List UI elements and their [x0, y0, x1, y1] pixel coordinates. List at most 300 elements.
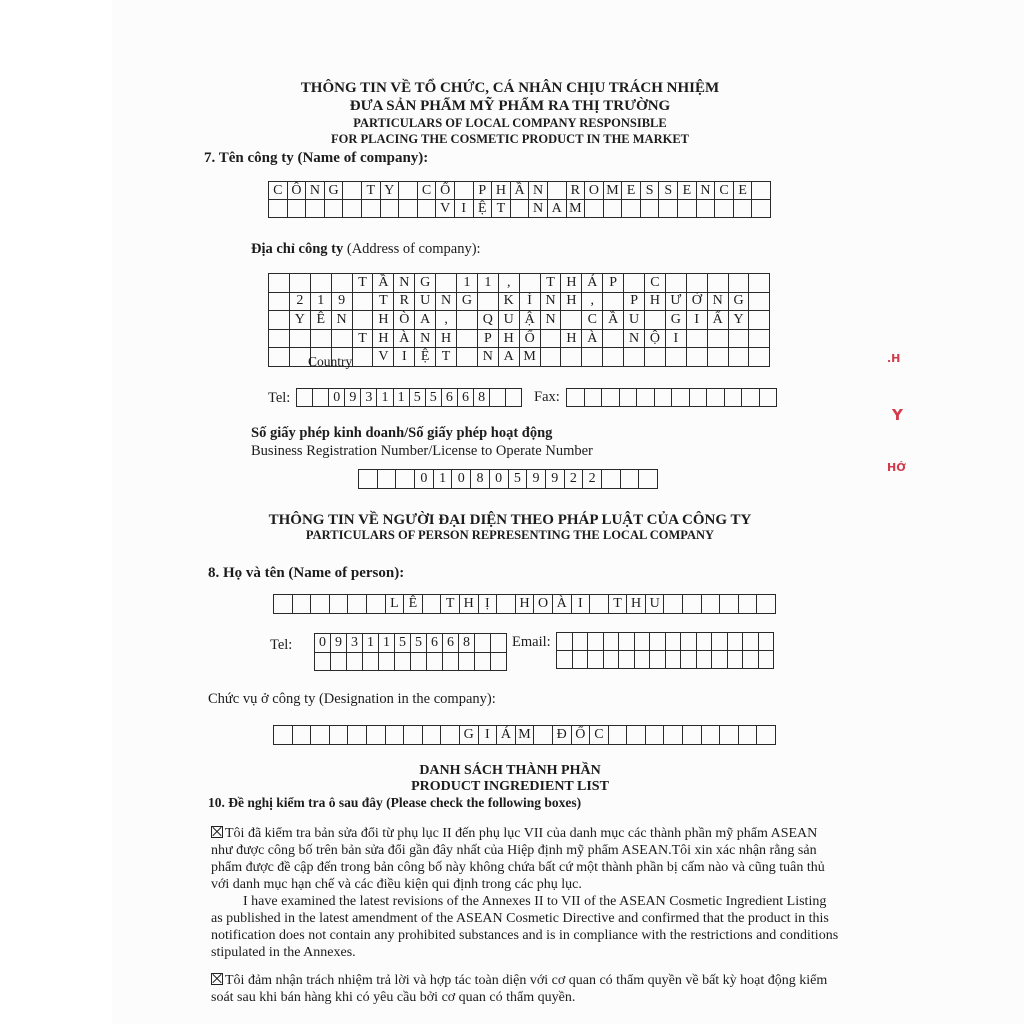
form-cell[interactable] — [708, 330, 729, 349]
form-cell[interactable]: , — [582, 293, 603, 312]
form-cell[interactable] — [311, 726, 330, 745]
form-cell[interactable] — [534, 726, 553, 745]
form-cell[interactable] — [645, 348, 666, 367]
form-cell[interactable]: 6 — [458, 389, 474, 407]
form-cell[interactable] — [359, 470, 378, 489]
form-cell[interactable] — [561, 311, 582, 330]
form-cell[interactable] — [274, 726, 293, 745]
form-cell[interactable] — [729, 274, 750, 293]
form-cell[interactable]: G — [460, 726, 479, 745]
form-cell[interactable] — [381, 200, 400, 218]
form-cell[interactable] — [399, 200, 418, 218]
form-cell[interactable]: S — [659, 182, 678, 200]
form-cell[interactable]: H — [561, 274, 582, 293]
form-cell[interactable] — [520, 274, 541, 293]
form-cell[interactable] — [646, 726, 665, 745]
form-cell[interactable]: Ư — [666, 293, 687, 312]
form-cell[interactable]: Y — [381, 182, 400, 200]
form-cell[interactable] — [511, 200, 530, 218]
form-cell[interactable]: Ô — [288, 182, 307, 200]
form-cell[interactable]: G — [415, 274, 436, 293]
form-cell[interactable] — [728, 651, 744, 669]
form-cell[interactable]: H — [645, 293, 666, 312]
form-cell[interactable] — [749, 293, 770, 312]
form-cell[interactable] — [720, 726, 739, 745]
form-cell[interactable] — [603, 330, 624, 349]
form-cell[interactable]: 5 — [426, 389, 442, 407]
form-cell[interactable] — [311, 274, 332, 293]
form-cell[interactable] — [590, 595, 609, 614]
form-cell[interactable]: Ậ — [520, 311, 541, 330]
form-cell[interactable]: E — [734, 182, 753, 200]
form-cell[interactable] — [573, 633, 589, 651]
form-cell[interactable]: 2 — [583, 470, 602, 489]
form-cell[interactable]: E — [622, 182, 641, 200]
form-cell[interactable] — [604, 200, 623, 218]
form-cell[interactable] — [603, 348, 624, 367]
form-cell[interactable] — [609, 726, 628, 745]
form-cell[interactable]: 0 — [452, 470, 471, 489]
form-cell[interactable] — [585, 200, 604, 218]
form-cell[interactable] — [541, 330, 562, 349]
form-cell[interactable]: Ờ — [687, 293, 708, 312]
form-cell[interactable]: Y — [290, 311, 311, 330]
form-cell[interactable] — [290, 274, 311, 293]
form-cell[interactable]: Ầ — [511, 182, 530, 200]
form-cell[interactable] — [687, 348, 708, 367]
form-cell[interactable]: P — [478, 330, 499, 349]
form-cell[interactable]: C — [715, 182, 734, 200]
form-cell[interactable] — [687, 274, 708, 293]
form-cell[interactable] — [728, 633, 744, 651]
form-cell[interactable] — [734, 200, 753, 218]
form-cell[interactable] — [567, 389, 585, 407]
form-cell[interactable] — [659, 200, 678, 218]
form-cell[interactable] — [325, 200, 344, 218]
form-cell[interactable]: T — [541, 274, 562, 293]
form-cell[interactable]: 5 — [410, 389, 426, 407]
form-cell[interactable] — [624, 348, 645, 367]
form-cell[interactable] — [602, 470, 621, 489]
form-cell[interactable] — [367, 726, 386, 745]
form-cell[interactable] — [293, 726, 312, 745]
form-cell[interactable]: Ộ — [645, 330, 666, 349]
form-cell[interactable] — [749, 311, 770, 330]
form-cell[interactable] — [541, 348, 562, 367]
form-cell[interactable] — [697, 200, 716, 218]
form-cell[interactable]: Ệ — [415, 348, 436, 367]
form-cell[interactable]: E — [678, 182, 697, 200]
form-cell[interactable] — [743, 633, 759, 651]
form-cell[interactable] — [332, 330, 353, 349]
form-cell[interactable] — [707, 389, 725, 407]
form-cell[interactable] — [561, 348, 582, 367]
form-cell[interactable]: N — [306, 182, 325, 200]
form-cell[interactable] — [752, 200, 771, 218]
form-cell[interactable] — [347, 653, 363, 672]
form-cell[interactable] — [683, 726, 702, 745]
form-cell[interactable] — [759, 651, 775, 669]
form-cell[interactable]: 3 — [347, 634, 363, 653]
form-cell[interactable] — [331, 653, 347, 672]
form-cell[interactable]: M — [567, 200, 586, 218]
form-cell[interactable]: O — [585, 182, 604, 200]
form-cell[interactable] — [293, 595, 312, 614]
form-cell[interactable] — [739, 595, 758, 614]
form-cell[interactable] — [757, 726, 776, 745]
form-cell[interactable] — [497, 595, 516, 614]
form-cell[interactable]: A — [499, 348, 520, 367]
form-cell[interactable] — [269, 274, 290, 293]
form-cell[interactable] — [418, 200, 437, 218]
form-cell[interactable]: N — [708, 293, 729, 312]
form-cell[interactable]: I — [394, 348, 415, 367]
form-cell[interactable] — [288, 200, 307, 218]
form-cell[interactable] — [655, 389, 673, 407]
form-cell[interactable]: A — [415, 311, 436, 330]
form-cell[interactable]: C — [645, 274, 666, 293]
form-cell[interactable]: À — [553, 595, 572, 614]
form-cell[interactable]: 3 — [361, 389, 377, 407]
form-cell[interactable] — [697, 633, 713, 651]
form-cell[interactable] — [348, 595, 367, 614]
form-cell[interactable] — [269, 293, 290, 312]
form-cell[interactable]: 6 — [442, 389, 458, 407]
form-cell[interactable] — [348, 726, 367, 745]
form-cell[interactable]: G — [666, 311, 687, 330]
form-cell[interactable] — [681, 633, 697, 651]
form-cell[interactable] — [620, 389, 638, 407]
form-cell[interactable] — [683, 595, 702, 614]
form-cell[interactable] — [490, 389, 506, 407]
form-cell[interactable]: G — [457, 293, 478, 312]
form-cell[interactable]: S — [641, 182, 660, 200]
form-cell[interactable]: Í — [520, 293, 541, 312]
form-cell[interactable]: R — [567, 182, 586, 200]
form-cell[interactable] — [548, 182, 567, 200]
form-cell[interactable] — [729, 348, 750, 367]
form-cell[interactable] — [423, 595, 442, 614]
form-cell[interactable] — [404, 726, 423, 745]
form-cell[interactable] — [712, 633, 728, 651]
form-cell[interactable]: T — [492, 200, 511, 218]
form-cell[interactable] — [752, 182, 771, 200]
form-cell[interactable]: Á — [497, 726, 516, 745]
form-cell[interactable] — [399, 182, 418, 200]
form-cell[interactable]: Ấ — [708, 311, 729, 330]
form-cell[interactable] — [582, 348, 603, 367]
form-cell[interactable] — [353, 311, 374, 330]
form-cell[interactable] — [681, 651, 697, 669]
form-cell[interactable] — [297, 389, 313, 407]
form-cell[interactable]: 1 — [478, 274, 499, 293]
form-cell[interactable]: Ầ — [373, 274, 394, 293]
form-cell[interactable]: N — [478, 348, 499, 367]
form-cell[interactable]: 1 — [379, 634, 395, 653]
form-cell[interactable]: 0 — [315, 634, 331, 653]
form-cell[interactable]: 9 — [527, 470, 546, 489]
form-cell[interactable]: T — [436, 348, 457, 367]
form-cell[interactable]: 5 — [395, 634, 411, 653]
form-cell[interactable] — [619, 633, 635, 651]
form-cell[interactable] — [491, 634, 507, 653]
form-cell[interactable]: I — [455, 200, 474, 218]
form-cell[interactable]: À — [394, 330, 415, 349]
form-cell[interactable]: H — [561, 330, 582, 349]
form-cell[interactable] — [475, 634, 491, 653]
form-cell[interactable] — [749, 274, 770, 293]
form-cell[interactable]: À — [582, 330, 603, 349]
form-cell[interactable] — [315, 653, 331, 672]
form-cell[interactable] — [759, 633, 775, 651]
form-cell[interactable]: , — [436, 311, 457, 330]
form-cell[interactable]: N — [332, 311, 353, 330]
form-cell[interactable]: N — [394, 274, 415, 293]
form-cell[interactable] — [687, 330, 708, 349]
form-cell[interactable]: I — [666, 330, 687, 349]
form-cell[interactable]: Ê — [311, 311, 332, 330]
form-cell[interactable] — [666, 274, 687, 293]
form-cell[interactable] — [742, 389, 760, 407]
form-cell[interactable] — [353, 293, 374, 312]
form-cell[interactable] — [757, 595, 776, 614]
form-cell[interactable]: H — [561, 293, 582, 312]
form-cell[interactable] — [441, 726, 460, 745]
form-cell[interactable] — [641, 200, 660, 218]
form-cell[interactable]: N — [624, 330, 645, 349]
form-cell[interactable]: 1 — [394, 389, 410, 407]
form-cell[interactable] — [627, 726, 646, 745]
form-cell[interactable]: L — [386, 595, 405, 614]
form-cell[interactable] — [650, 633, 666, 651]
form-cell[interactable]: P — [474, 182, 493, 200]
form-cell[interactable]: 1 — [434, 470, 453, 489]
form-cell[interactable]: C — [590, 726, 609, 745]
form-cell[interactable]: V — [436, 200, 455, 218]
form-cell[interactable] — [478, 293, 499, 312]
form-cell[interactable] — [697, 651, 713, 669]
form-cell[interactable] — [672, 389, 690, 407]
form-cell[interactable]: P — [624, 293, 645, 312]
form-cell[interactable] — [604, 651, 620, 669]
form-cell[interactable] — [622, 200, 641, 218]
form-cell[interactable] — [313, 389, 329, 407]
form-cell[interactable]: G — [729, 293, 750, 312]
form-cell[interactable] — [423, 726, 442, 745]
form-cell[interactable]: Ị — [479, 595, 498, 614]
form-cell[interactable] — [269, 311, 290, 330]
form-cell[interactable] — [666, 348, 687, 367]
form-cell[interactable]: N — [529, 200, 548, 218]
form-cell[interactable]: H — [436, 330, 457, 349]
form-cell[interactable]: , — [499, 274, 520, 293]
form-cell[interactable]: H — [627, 595, 646, 614]
form-cell[interactable] — [666, 651, 682, 669]
form-cell[interactable]: 9 — [332, 293, 353, 312]
form-cell[interactable] — [362, 200, 381, 218]
form-cell[interactable] — [290, 330, 311, 349]
form-cell[interactable]: H — [373, 311, 394, 330]
form-cell[interactable]: 5 — [411, 634, 427, 653]
form-cell[interactable] — [702, 595, 721, 614]
form-cell[interactable] — [491, 653, 507, 672]
form-cell[interactable]: T — [441, 595, 460, 614]
form-cell[interactable] — [624, 274, 645, 293]
form-cell[interactable] — [306, 200, 325, 218]
form-cell[interactable] — [367, 595, 386, 614]
form-cell[interactable]: C — [418, 182, 437, 200]
form-cell[interactable]: C — [582, 311, 603, 330]
form-cell[interactable]: Ầ — [603, 311, 624, 330]
form-cell[interactable] — [459, 653, 475, 672]
form-cell[interactable]: O — [534, 595, 553, 614]
form-cell[interactable]: H — [516, 595, 535, 614]
form-cell[interactable] — [749, 330, 770, 349]
form-cell[interactable] — [386, 726, 405, 745]
form-cell[interactable] — [619, 651, 635, 669]
form-cell[interactable]: U — [646, 595, 665, 614]
form-cell[interactable] — [269, 348, 290, 367]
form-cell[interactable]: U — [499, 311, 520, 330]
form-cell[interactable] — [739, 726, 758, 745]
form-cell[interactable] — [396, 470, 415, 489]
form-cell[interactable]: 6 — [427, 634, 443, 653]
form-cell[interactable]: V — [373, 348, 394, 367]
form-cell[interactable] — [311, 330, 332, 349]
form-cell[interactable] — [604, 633, 620, 651]
form-cell[interactable] — [269, 330, 290, 349]
form-cell[interactable]: N — [415, 330, 436, 349]
form-cell[interactable]: 8 — [474, 389, 490, 407]
form-cell[interactable] — [729, 330, 750, 349]
form-cell[interactable]: T — [353, 274, 374, 293]
form-cell[interactable] — [690, 389, 708, 407]
form-cell[interactable]: Đ — [553, 726, 572, 745]
form-cell[interactable] — [457, 330, 478, 349]
form-cell[interactable]: T — [373, 293, 394, 312]
form-cell[interactable]: H — [499, 330, 520, 349]
form-cell[interactable]: 1 — [457, 274, 478, 293]
form-cell[interactable] — [708, 274, 729, 293]
form-cell[interactable]: Ổ — [436, 182, 455, 200]
form-cell[interactable] — [343, 182, 362, 200]
form-cell[interactable]: Ê — [404, 595, 423, 614]
form-cell[interactable]: I — [479, 726, 498, 745]
form-cell[interactable] — [436, 274, 457, 293]
form-cell[interactable] — [708, 348, 729, 367]
form-cell[interactable] — [760, 389, 778, 407]
form-cell[interactable] — [602, 389, 620, 407]
form-cell[interactable] — [506, 389, 522, 407]
form-cell[interactable]: H — [373, 330, 394, 349]
form-cell[interactable] — [457, 311, 478, 330]
form-cell[interactable] — [557, 651, 573, 669]
form-cell[interactable]: P — [603, 274, 624, 293]
form-cell[interactable]: T — [362, 182, 381, 200]
form-cell[interactable]: 8 — [459, 634, 475, 653]
form-cell[interactable]: Ò — [394, 311, 415, 330]
form-cell[interactable] — [635, 633, 651, 651]
form-cell[interactable] — [573, 651, 589, 669]
form-cell[interactable] — [725, 389, 743, 407]
form-cell[interactable] — [650, 651, 666, 669]
form-cell[interactable]: H — [460, 595, 479, 614]
form-cell[interactable] — [603, 293, 624, 312]
form-cell[interactable] — [330, 595, 349, 614]
form-cell[interactable]: T — [609, 595, 628, 614]
form-cell[interactable] — [557, 633, 573, 651]
form-cell[interactable] — [378, 470, 397, 489]
form-cell[interactable] — [395, 653, 411, 672]
form-cell[interactable] — [678, 200, 697, 218]
form-cell[interactable]: N — [541, 293, 562, 312]
form-cell[interactable] — [274, 595, 293, 614]
form-cell[interactable] — [666, 633, 682, 651]
form-cell[interactable] — [332, 274, 353, 293]
form-cell[interactable] — [427, 653, 443, 672]
form-cell[interactable]: 0 — [329, 389, 345, 407]
form-cell[interactable]: M — [520, 348, 541, 367]
form-cell[interactable] — [353, 348, 374, 367]
form-cell[interactable]: M — [604, 182, 623, 200]
form-cell[interactable]: 9 — [345, 389, 361, 407]
form-cell[interactable] — [457, 348, 478, 367]
form-cell[interactable]: M — [516, 726, 535, 745]
form-cell[interactable]: R — [394, 293, 415, 312]
form-cell[interactable] — [639, 470, 658, 489]
form-cell[interactable]: G — [325, 182, 344, 200]
form-cell[interactable]: N — [541, 311, 562, 330]
form-cell[interactable]: 1 — [311, 293, 332, 312]
form-cell[interactable]: 6 — [443, 634, 459, 653]
form-cell[interactable] — [585, 389, 603, 407]
form-cell[interactable] — [379, 653, 395, 672]
form-cell[interactable] — [664, 726, 683, 745]
form-cell[interactable] — [635, 651, 651, 669]
checked-checkbox-icon[interactable] — [211, 826, 223, 838]
form-cell[interactable]: 0 — [415, 470, 434, 489]
form-cell[interactable] — [411, 653, 427, 672]
form-cell[interactable] — [743, 651, 759, 669]
form-cell[interactable] — [455, 182, 474, 200]
form-cell[interactable]: U — [415, 293, 436, 312]
form-cell[interactable]: 0 — [490, 470, 509, 489]
form-cell[interactable] — [720, 595, 739, 614]
form-cell[interactable]: 2 — [290, 293, 311, 312]
form-cell[interactable] — [343, 200, 362, 218]
form-cell[interactable]: 1 — [363, 634, 379, 653]
form-cell[interactable] — [363, 653, 379, 672]
form-cell[interactable] — [621, 470, 640, 489]
form-cell[interactable] — [475, 653, 491, 672]
form-cell[interactable]: Ệ — [474, 200, 493, 218]
form-cell[interactable]: Ố — [520, 330, 541, 349]
form-cell[interactable]: Á — [582, 274, 603, 293]
form-cell[interactable] — [702, 726, 721, 745]
form-cell[interactable]: H — [492, 182, 511, 200]
form-cell[interactable] — [443, 653, 459, 672]
form-cell[interactable] — [664, 595, 683, 614]
form-cell[interactable]: 1 — [377, 389, 393, 407]
form-cell[interactable] — [588, 651, 604, 669]
form-cell[interactable]: 2 — [565, 470, 584, 489]
form-cell[interactable]: Q — [478, 311, 499, 330]
form-cell[interactable] — [715, 200, 734, 218]
form-cell[interactable]: 9 — [331, 634, 347, 653]
form-cell[interactable]: 5 — [509, 470, 528, 489]
form-cell[interactable] — [749, 348, 770, 367]
form-cell[interactable]: N — [697, 182, 716, 200]
